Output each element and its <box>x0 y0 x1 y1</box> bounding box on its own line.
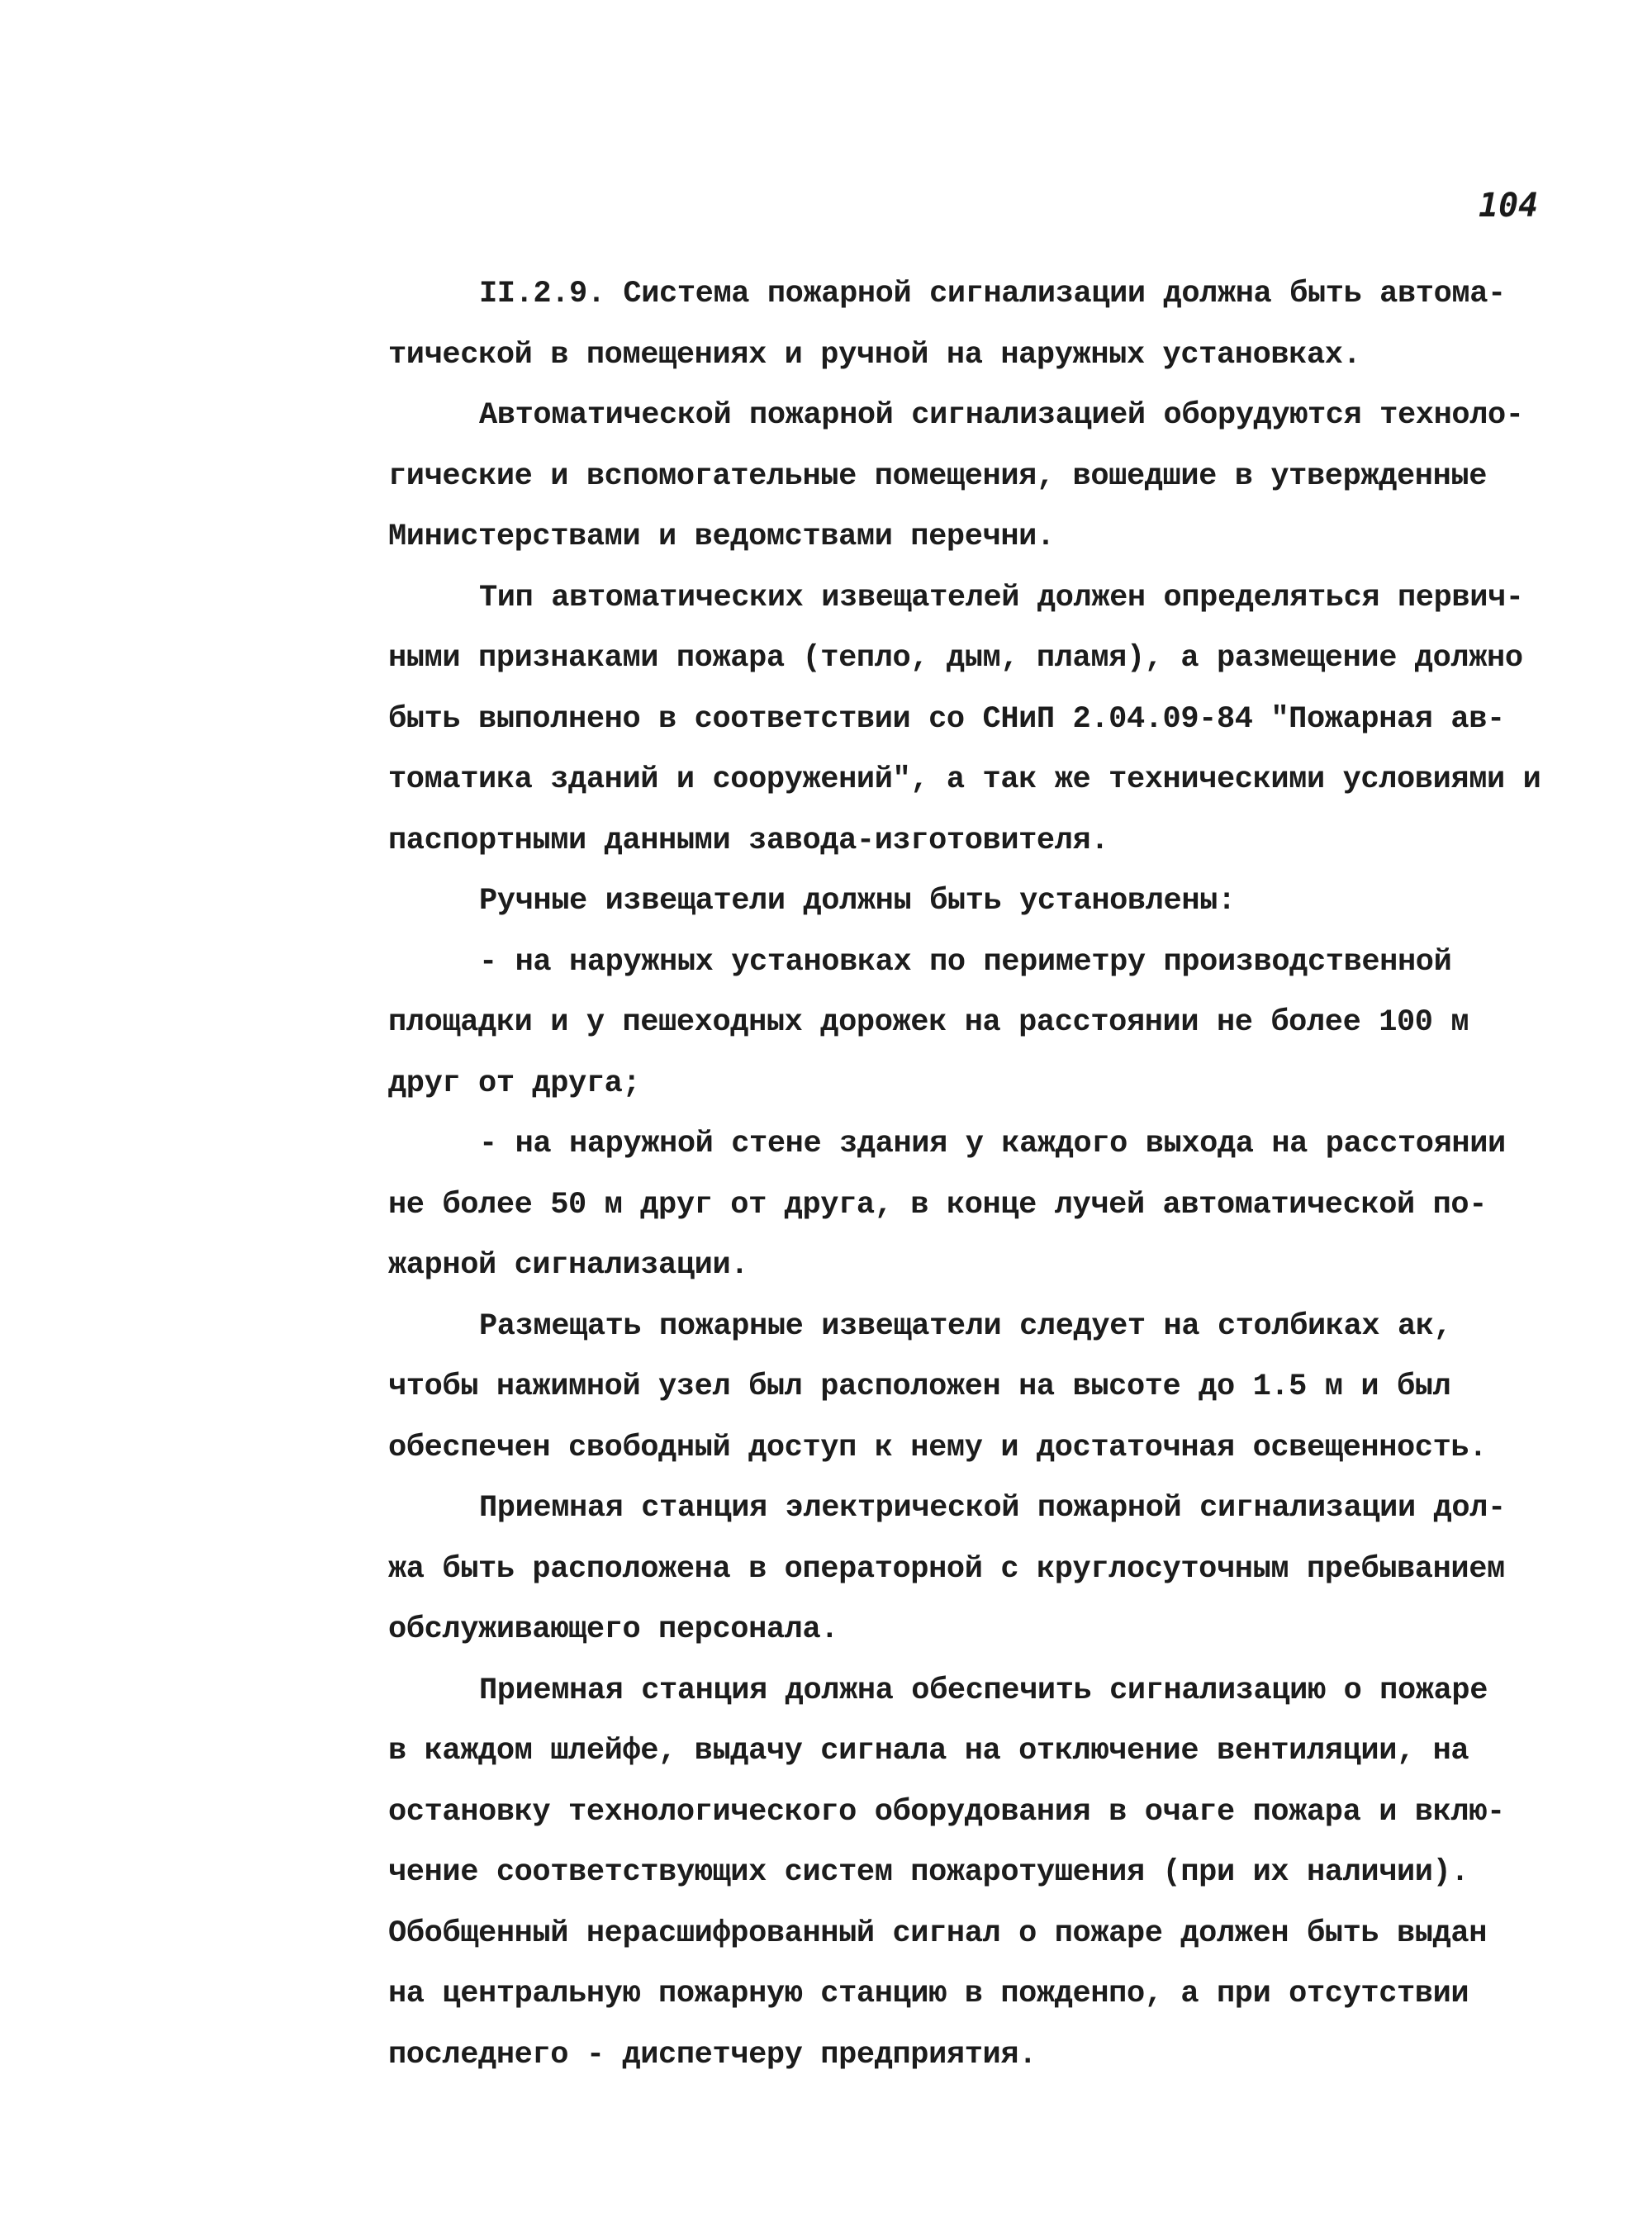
text-line: - на наружных установках по периметру производственной <box>479 944 1452 980</box>
text-line: остановку технологического оборудования в очаге пожара и вклю- <box>388 1794 1505 1830</box>
text-line: Тип автоматических извещателей должен определяться первич- <box>479 580 1524 615</box>
text-line: - на наружной стене здания у каждого выхода на расстоянии <box>479 1127 1506 1161</box>
text-line: быть выполнено в соответствии со СНиП 2.04.09-84 "Пожарная ав- <box>388 701 1505 737</box>
text-line: Размещать пожарные извещатели следует на столбиках ак, <box>479 1308 1452 1344</box>
text-line: жарной сигнализации. <box>388 1248 749 1283</box>
text-line: ными признаками пожара (тепло, дым, пламя), а размещение должно <box>388 641 1523 676</box>
text-line: Автоматической пожарной сигнализацией оборудуются техноло- <box>479 398 1524 433</box>
text-line: Обобщенный нерасшифрованный сигнал о пожаре должен быть выдан <box>388 1916 1488 1951</box>
text-line: II.2.9. Система пожарной сигнализации должна быть автома- <box>479 277 1506 311</box>
text-line: не более 50 м друг от друга, в конце лучей автоматической по- <box>388 1187 1488 1222</box>
text-line: в каждом шлейфе, выдачу сигнала на отключение вентиляции, на <box>388 1734 1469 1768</box>
text-line: чение соответствующих систем пожаротушения (при их наличии). <box>388 1855 1469 1890</box>
text-line: жа быть расположена в операторной с круглосуточным пребыванием <box>388 1551 1505 1587</box>
text-line: друг от друга; <box>388 1066 641 1101</box>
text-line: обслуживающего персонала. <box>388 1612 839 1647</box>
text-line: гические и вспомогательные помещения, вошедшие в утвержденные <box>388 458 1488 494</box>
text-line: паспортными данными завода-изготовителя. <box>388 823 1109 858</box>
page-number: 104 <box>1479 187 1539 225</box>
text-line: на центральную пожарную станцию в пожденпо, а при отсутствии <box>388 1977 1469 2011</box>
text-line: томатика зданий и сооружений", а так же техническими условиями и <box>388 762 1541 797</box>
text-line: Приемная станция должна обеспечить сигнализацию о пожаре <box>479 1673 1488 1708</box>
text-line: Ручные извещатели должны быть установлены: <box>479 884 1236 919</box>
text-line: тической в помещениях и ручной на наружных установках. <box>388 337 1361 373</box>
text-line: площадки и у пешеходных дорожек на расстоянии не более 100 м <box>388 1005 1469 1040</box>
text-line: последнего - диспетчеру предприятия. <box>388 2037 1037 2072</box>
body-text <box>388 264 1541 2086</box>
text-line: Приемная станция электрической пожарной сигнализации дол- <box>479 1491 1506 1526</box>
text-line: Министерствами и ведомствами перечни. <box>388 520 1055 554</box>
text-line: чтобы нажимной узел был расположен на высоте до 1.5 м и был <box>388 1370 1451 1404</box>
text-line: обеспечен свободный доступ к нему и достаточная освещенность. <box>388 1430 1488 1465</box>
